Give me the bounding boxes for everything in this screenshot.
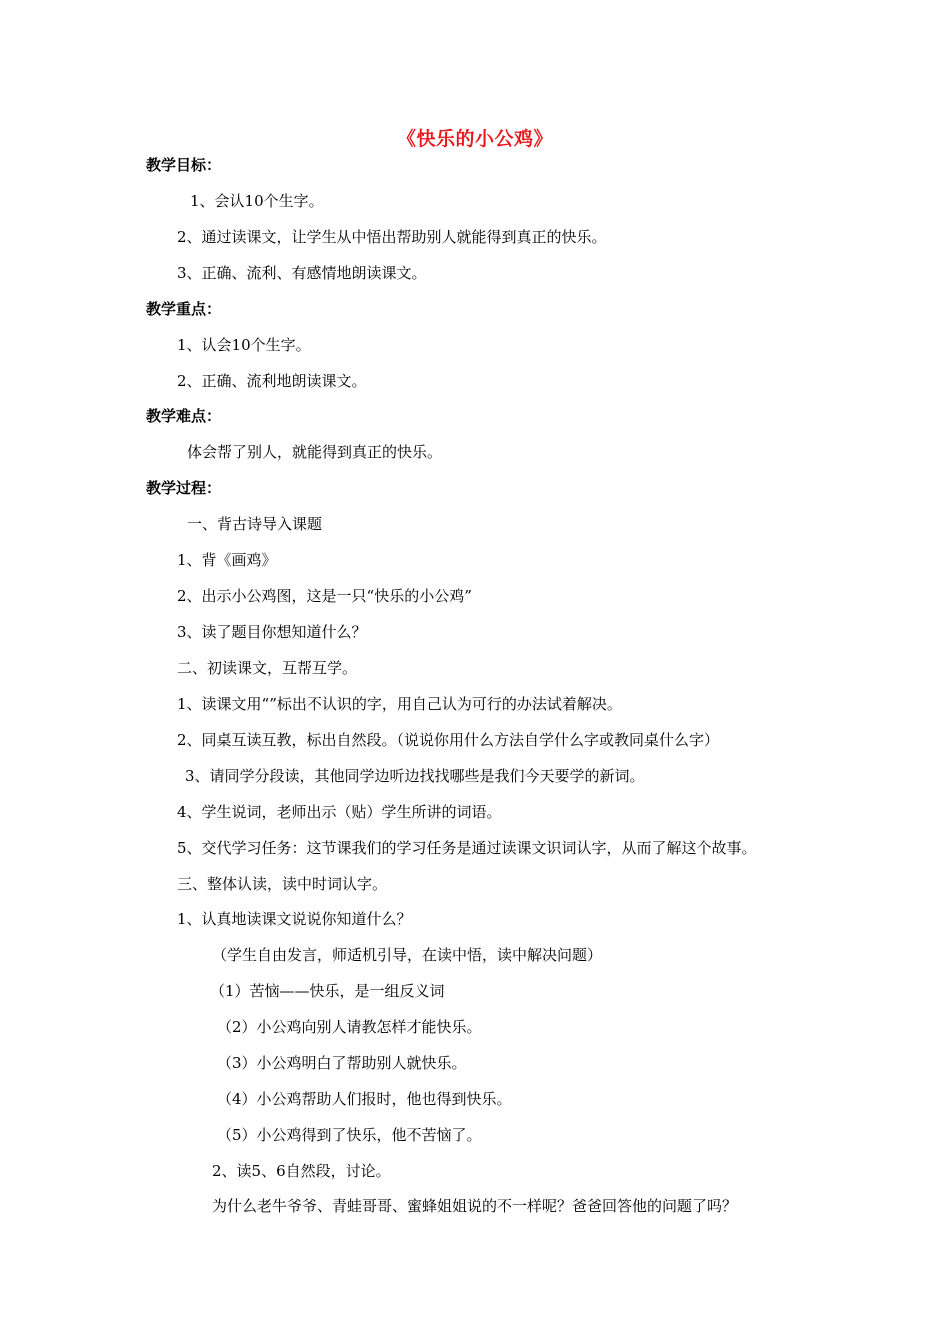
key-points-heading: 教学重点：	[146, 300, 222, 318]
process-item: 二、初读课文，互帮互学。	[177, 659, 358, 677]
goal-item: 3、正确、流利、有感情地朗读课文。	[177, 264, 427, 282]
process-item: 三、整体认读，读中时词认字。	[177, 875, 388, 893]
process-item: 2、出示小公鸡图，这是一只“快乐的小公鸡”	[177, 587, 472, 605]
process-item: （2）小公鸡向别人请教怎样才能快乐。	[217, 1018, 482, 1036]
goals-heading: 教学目标：	[146, 156, 222, 174]
process-item: （3）小公鸡明白了帮助别人就快乐。	[217, 1054, 467, 1072]
process-item: 一、背古诗导入课题	[187, 515, 323, 533]
process-item: （4）小公鸡帮助人们报时，他也得到快乐。	[217, 1090, 512, 1108]
process-item: 4、学生说词，老师出示（贴）学生所讲的词语。	[177, 803, 502, 821]
process-item: 3、请同学分段读，其他同学边听边找找哪些是我们今天要学的新词。	[185, 767, 645, 785]
process-item: 3、读了题目你想知道什么？	[177, 623, 367, 641]
goal-item: 2、通过读课文，让学生从中悟出帮助别人就能得到真正的快乐。	[177, 228, 607, 246]
process-item: 1、读课文用“”标出不认识的字，用自己认为可行的办法试着解决。	[177, 695, 622, 713]
process-item: 2、同桌互读互教，标出自然段。（说说你用什么方法自学什么字或教同桌什么字）	[177, 731, 720, 749]
process-item: 1、背《画鸡》	[177, 551, 277, 569]
difficulties-heading: 教学难点：	[146, 407, 222, 425]
process-item: 2、读5、6自然段，讨论。	[212, 1162, 391, 1180]
process-item: 为什么老牛爷爷、青蛙哥哥、蜜蜂姐姐说的不一样呢？爸爸回答他的问题了吗？	[212, 1197, 738, 1215]
process-item: （5）小公鸡得到了快乐，他不苦恼了。	[217, 1126, 482, 1144]
difficulty-item: 体会帮了别人，就能得到真正的快乐。	[187, 443, 443, 461]
process-heading: 教学过程：	[146, 479, 222, 497]
process-item: 1、认真地读课文说说你知道什么？	[177, 910, 412, 928]
document-title: 《快乐的小公鸡》	[396, 128, 553, 150]
key-point-item: 1、认会10个生字。	[177, 336, 311, 354]
process-item: （学生自由发言，师适机引导，在读中悟，读中解决问题）	[212, 946, 603, 964]
process-item: 5、交代学习任务：这节课我们的学习任务是通过读课文识词认字，从而了解这个故事。	[177, 839, 757, 857]
key-point-item: 2、正确、流利地朗读课文。	[177, 372, 367, 390]
process-item: （1）苦恼——快乐，是一组反义词	[210, 982, 445, 1000]
goal-item: 1、会认10个生字。	[190, 192, 324, 210]
